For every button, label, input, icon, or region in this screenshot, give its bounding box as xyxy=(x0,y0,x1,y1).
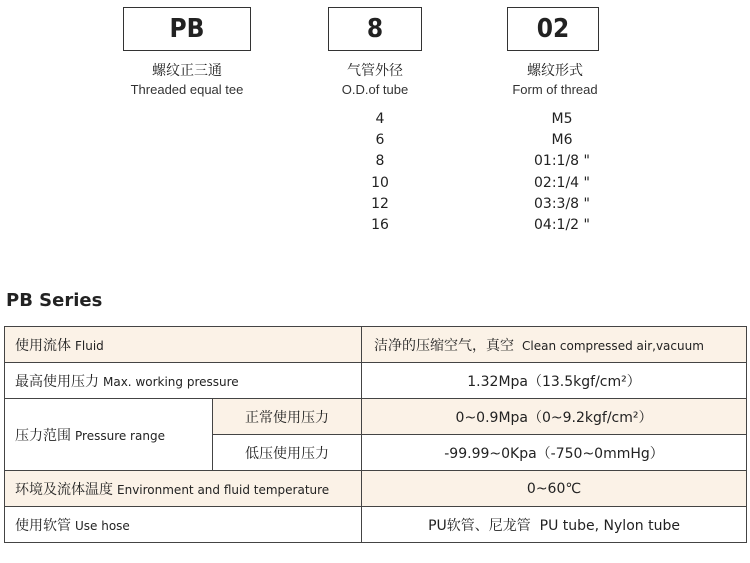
od-option: 8 xyxy=(375,153,385,169)
thread-code: 02 xyxy=(536,14,570,44)
thread-option: 01:1/8 " xyxy=(534,153,590,169)
code-box-od xyxy=(328,7,422,51)
spec-label-low-pressure: 低压使用压力 xyxy=(213,435,362,471)
code-box-model xyxy=(123,7,251,51)
od-option: 16 xyxy=(371,217,389,233)
spec-value-hose: PU软管、尼龙管 PU tube, Nylon tube xyxy=(362,507,747,543)
spec-value-max-pressure: 1.32Mpa（13.5kgf/cm²） xyxy=(362,363,747,399)
spec-table xyxy=(4,326,747,543)
spec-value-temperature: 0~60℃ xyxy=(362,471,747,507)
code-box-thread xyxy=(507,7,599,51)
od-option: 4 xyxy=(375,111,385,127)
thread-option: M5 xyxy=(551,111,573,127)
model-caption-en: Threaded equal tee xyxy=(130,82,244,97)
od-option: 10 xyxy=(371,175,389,191)
od-caption-en: O.D.of tube xyxy=(341,82,409,97)
spec-row-fluid xyxy=(5,327,747,363)
od-option: 12 xyxy=(371,196,389,212)
spec-label-hose: 使用软管 Use hose xyxy=(5,507,362,543)
thread-option: 04:1/2 " xyxy=(534,217,590,233)
model-code: PB xyxy=(169,14,205,44)
od-code: 8 xyxy=(366,14,384,44)
spec-label-temperature: 环境及流体温度 Environment and fluid temperature xyxy=(5,471,362,507)
series-title: PB Series xyxy=(6,290,103,311)
spec-value-low-pressure: -99.99~0Kpa（-750~0mmHg） xyxy=(362,435,747,471)
spec-label-pressure-range: 压力范围 Pressure range xyxy=(5,399,213,471)
thread-caption-cn: 螺纹形式 xyxy=(527,63,583,79)
spec-value-normal-pressure: 0~0.9Mpa（0~9.2kgf/cm²） xyxy=(362,399,747,435)
thread-option: 02:1/4 " xyxy=(534,175,590,191)
spec-label-normal-pressure: 正常使用压力 xyxy=(213,399,362,435)
spec-label-max-pressure: 最高使用压力 Max. working pressure xyxy=(5,363,362,399)
od-option: 6 xyxy=(375,132,385,148)
spec-row-hose xyxy=(5,507,747,543)
thread-option: 03:3/8 " xyxy=(534,196,590,212)
spec-row-normal-pressure xyxy=(5,399,747,435)
spec-row-max-pressure xyxy=(5,363,747,399)
thread-option: M6 xyxy=(551,132,573,148)
spec-row-temperature xyxy=(5,471,747,507)
model-caption-cn: 螺纹正三通 xyxy=(152,63,222,79)
spec-label-fluid: 使用流体 Fluid xyxy=(5,327,362,363)
spec-value-fluid: 洁净的压缩空气，真空 Clean compressed air,vacuum xyxy=(362,327,747,363)
od-caption-cn: 气管外径 xyxy=(347,63,403,79)
thread-caption-en: Form of thread xyxy=(512,82,598,97)
